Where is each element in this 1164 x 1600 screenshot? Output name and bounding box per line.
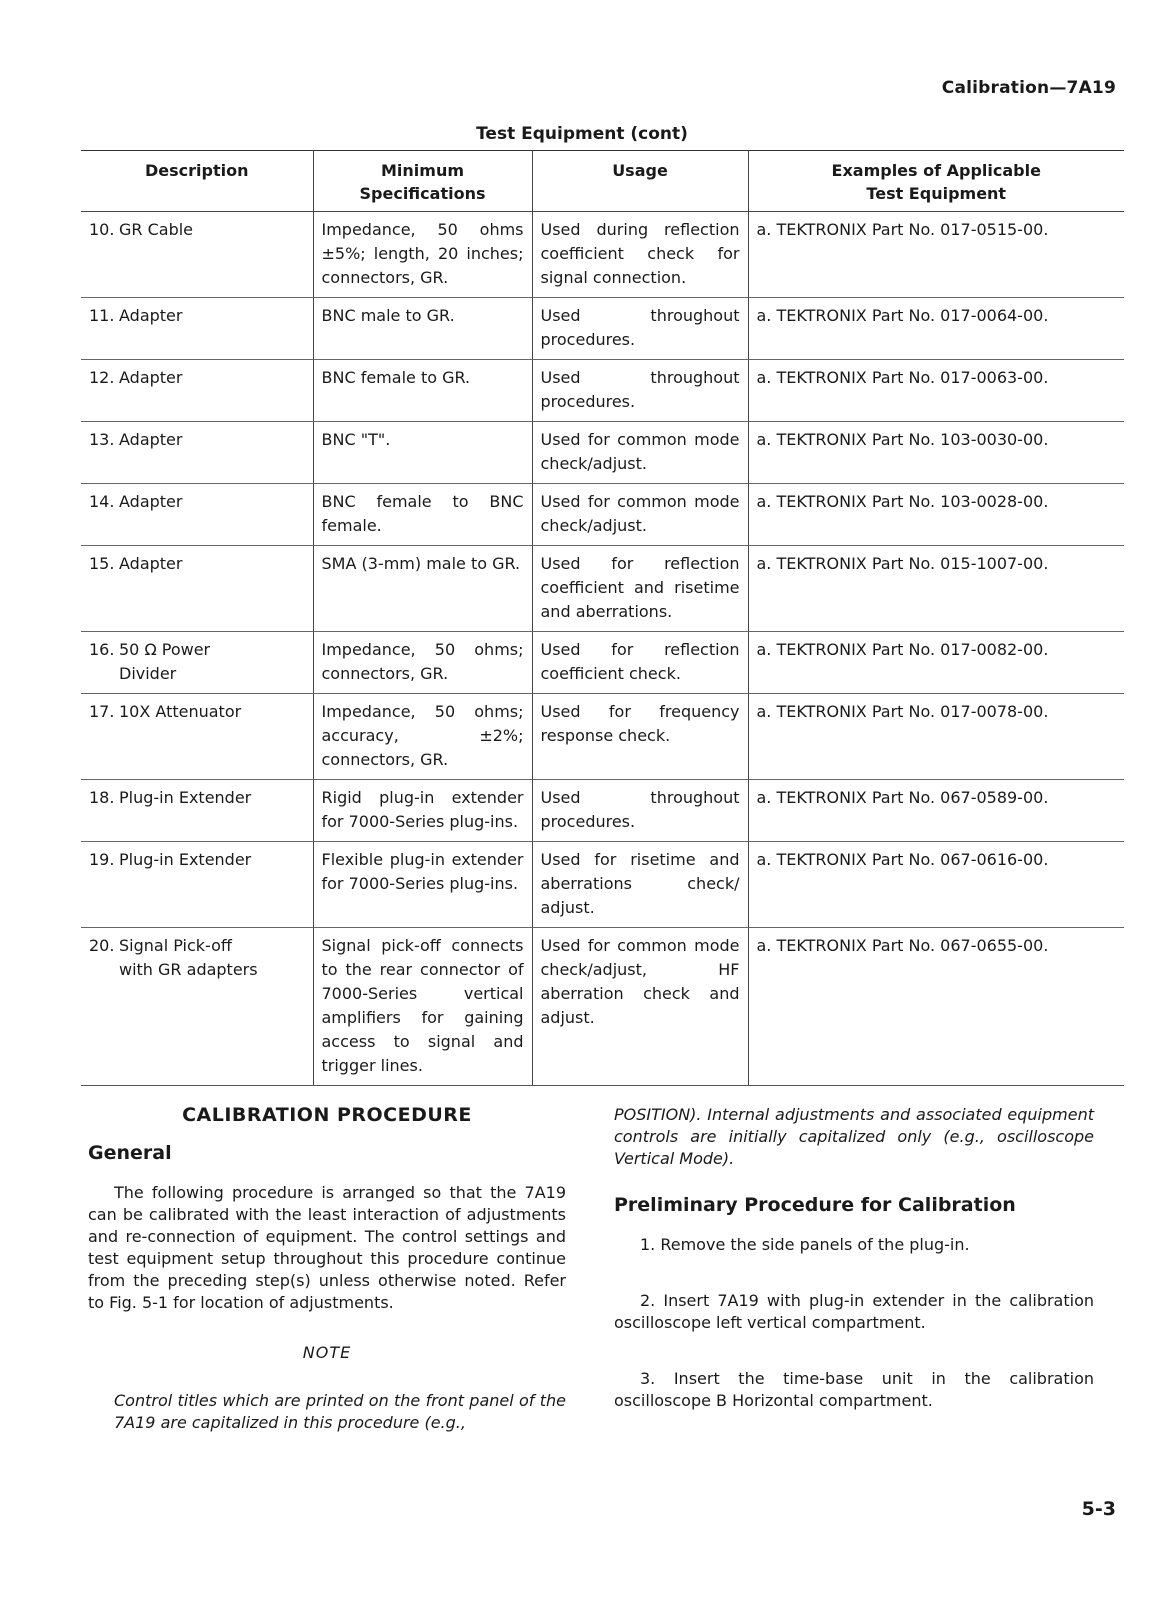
desc-cell xyxy=(81,484,313,546)
row-description: GR Cable xyxy=(119,220,194,239)
usage-cell: Used throughout procedures. xyxy=(532,780,748,842)
row-number: 17. xyxy=(89,702,115,721)
row-description-cont: Divider xyxy=(119,664,177,683)
usage-cell: Used for common mode check/adjust, HF aberration check and adjust. xyxy=(532,928,748,1086)
desc-cell xyxy=(81,928,313,1086)
row-number: 20. xyxy=(89,936,115,955)
row-description: 50 Ω Power xyxy=(119,640,211,659)
usage-cell: Used for reflection coefficient check. xyxy=(532,632,748,694)
row-number: 18. xyxy=(89,788,115,807)
table-row xyxy=(81,694,1124,780)
test-equipment-table xyxy=(81,150,1124,1086)
spec-cell: Flexible plug-in extender for 7000-Series plug-ins. xyxy=(313,842,532,928)
desc-cell xyxy=(81,694,313,780)
row-description: 10X Attenuator xyxy=(119,702,242,721)
example-cell: a. TEKTRONIX Part No. 103-0028-00. xyxy=(748,484,1124,546)
row-description: Adapter xyxy=(119,554,183,573)
table-body xyxy=(81,212,1124,1086)
row-description: Adapter xyxy=(119,430,183,449)
example-cell: a. TEKTRONIX Part No. 017-0064-00. xyxy=(748,298,1124,360)
spec-cell: BNC "T". xyxy=(313,422,532,484)
spec-cell: Impedance, 50 ohms; connectors, GR. xyxy=(313,632,532,694)
row-description: Adapter xyxy=(119,306,183,325)
header-description: Description xyxy=(81,151,313,212)
usage-cell: Used for frequency response check. xyxy=(532,694,748,780)
desc-cell xyxy=(81,212,313,298)
row-number: 19. xyxy=(89,850,115,869)
header-examples: Examples of Applicable Test Equipment xyxy=(748,151,1124,212)
table-row xyxy=(81,212,1124,298)
usage-cell: Used for common mode check/adjust. xyxy=(532,484,748,546)
desc-cell xyxy=(81,360,313,422)
example-cell: a. TEKTRONIX Part No. 067-0616-00. xyxy=(748,842,1124,928)
desc-cell xyxy=(81,298,313,360)
row-number: 13. xyxy=(89,430,115,449)
example-cell: a. TEKTRONIX Part No. 017-0515-00. xyxy=(748,212,1124,298)
example-cell: a. TEKTRONIX Part No. 067-0589-00. xyxy=(748,780,1124,842)
row-number: 14. xyxy=(89,492,115,511)
table-header-row xyxy=(81,151,1124,212)
table-row xyxy=(81,360,1124,422)
table-row xyxy=(81,422,1124,484)
spec-cell: BNC male to GR. xyxy=(313,298,532,360)
table-row xyxy=(81,928,1124,1086)
procedure-step: 1. Remove the side panels of the plug-in. xyxy=(640,1235,970,1254)
header-usage: Usage xyxy=(532,151,748,212)
row-description: Signal Pick-off xyxy=(119,936,232,955)
note-continuation: POSITION). Internal adjustments and associated equipment controls are initially capitalized only (e.g., oscilloscope Vertical Mode). xyxy=(614,1105,1094,1168)
table-row xyxy=(81,632,1124,694)
desc-cell xyxy=(81,632,313,694)
header-min-specs: Minimum Specifications xyxy=(313,151,532,212)
usage-cell: Used for common mode check/adjust. xyxy=(532,422,748,484)
table-row xyxy=(81,842,1124,928)
row-number: 16. xyxy=(89,640,115,659)
usage-cell: Used for risetime and aberrations check/ adjust. xyxy=(532,842,748,928)
spec-cell: BNC female to BNC female. xyxy=(313,484,532,546)
table-title: Test Equipment (cont) xyxy=(476,124,688,144)
spec-cell: Impedance, 50 ohms ±5%; length, 20 inches; connectors, GR. xyxy=(313,212,532,298)
left-column xyxy=(88,1104,566,1434)
calibration-procedure-heading: CALIBRATION PROCEDURE xyxy=(182,1104,472,1126)
table-row xyxy=(81,546,1124,632)
row-number: 10. xyxy=(89,220,115,239)
row-description: Plug-in Extender xyxy=(119,788,252,807)
running-head: Calibration—7A19 xyxy=(941,78,1116,98)
usage-cell: Used throughout procedures. xyxy=(532,298,748,360)
row-number: 11. xyxy=(89,306,115,325)
row-description-cont: with GR adapters xyxy=(119,960,258,979)
example-cell: a. TEKTRONIX Part No. 067-0655-00. xyxy=(748,928,1124,1086)
desc-cell xyxy=(81,842,313,928)
row-description: Adapter xyxy=(119,368,183,387)
note-text: Control titles which are printed on the front panel of the 7A19 are capitalized in this procedure (e.g., xyxy=(114,1391,566,1432)
desc-cell xyxy=(81,546,313,632)
row-number: 12. xyxy=(89,368,115,387)
row-description: Adapter xyxy=(119,492,183,511)
example-cell: a. TEKTRONIX Part No. 015-1007-00. xyxy=(748,546,1124,632)
note-label: NOTE xyxy=(302,1343,352,1362)
right-column xyxy=(614,1104,1094,1446)
example-cell: a. TEKTRONIX Part No. 017-0063-00. xyxy=(748,360,1124,422)
desc-cell xyxy=(81,422,313,484)
example-cell: a. TEKTRONIX Part No. 017-0078-00. xyxy=(748,694,1124,780)
preliminary-procedure-heading: Preliminary Procedure for Calibration xyxy=(614,1194,1016,1216)
table-row xyxy=(81,484,1124,546)
example-cell: a. TEKTRONIX Part No. 103-0030-00. xyxy=(748,422,1124,484)
spec-cell: Impedance, 50 ohms; accuracy, ±2%; connectors, GR. xyxy=(313,694,532,780)
example-cell: a. TEKTRONIX Part No. 017-0082-00. xyxy=(748,632,1124,694)
spec-cell: Signal pick-off connects to the rear connector of 7000-Series vertical amplifiers for gaining access to signal and trigger lines. xyxy=(313,928,532,1086)
spec-cell: Rigid plug-in extender for 7000-Series plug-ins. xyxy=(313,780,532,842)
usage-cell: Used for reflection coefficient and risetime and aberrations. xyxy=(532,546,748,632)
page-number: 5-3 xyxy=(1081,1498,1116,1520)
table-row xyxy=(81,780,1124,842)
general-heading: General xyxy=(88,1142,172,1164)
row-description: Plug-in Extender xyxy=(119,850,252,869)
spec-cell: SMA (3-mm) male to GR. xyxy=(313,546,532,632)
spec-cell: BNC female to GR. xyxy=(313,360,532,422)
usage-cell: Used throughout procedures. xyxy=(532,360,748,422)
procedure-step: 2. Insert 7A19 with plug-in extender in the calibration oscilloscope left vertical compartment. xyxy=(614,1291,1094,1332)
general-paragraph: The following procedure is arranged so that the 7A19 can be calibrated with the least interaction of adjustments and re-connection of equipment. The control settings and test equipment setup throughout this procedure continue from the preceding step(s) unless otherwise noted. Refer to Fig. 5-1 for location of adjustments. xyxy=(88,1183,566,1312)
usage-cell: Used during reflection coefficient check for signal connection. xyxy=(532,212,748,298)
procedure-step: 3. Insert the time-base unit in the calibration oscilloscope B Horizontal compartment. xyxy=(614,1369,1094,1410)
row-number: 15. xyxy=(89,554,115,573)
desc-cell xyxy=(81,780,313,842)
table-row xyxy=(81,298,1124,360)
